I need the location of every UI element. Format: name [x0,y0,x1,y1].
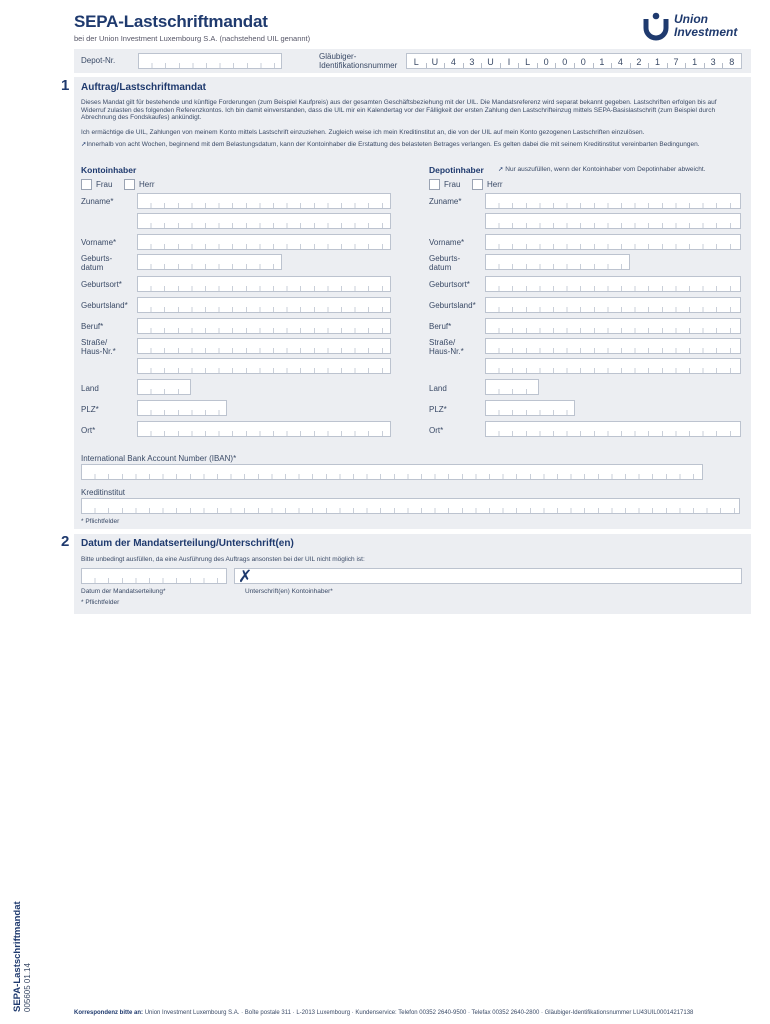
kreditinstitut-label: Kreditinstitut [81,488,126,497]
page-subtitle: bei der Union Investment Luxembourg S.A. (nachstehend UIL genannt) [74,34,311,43]
glaeubiger-divider [500,63,501,68]
right-zuname-field-2[interactable] [485,213,741,229]
glaeubiger-char: 1 [599,57,605,67]
right-geburtsort-label: Geburtsort* [429,280,470,289]
kontoinhaber-heading: Kontoinhaber [81,165,137,175]
left-beruf-label: Beruf* [81,322,104,331]
right-vorname-field[interactable] [485,234,741,250]
right-herr-label: Herr [487,180,503,189]
right-beruf-label: Beruf* [429,322,452,331]
left-ort-field[interactable] [137,421,391,437]
left-herr-checkbox[interactable] [124,179,135,190]
arrow-icon: ➚ [81,141,87,148]
glaeubiger-char: 3 [469,57,475,67]
glaeubiger-char: U [431,57,439,67]
right-strasse-field[interactable] [485,338,741,354]
glaeubiger-divider [685,63,686,68]
signature-field[interactable] [234,568,742,584]
left-strasse-label-2: Haus-Nr.* [81,347,116,356]
right-land-field[interactable] [485,379,539,395]
sidebar-code: 005605 01.14 [23,963,32,1012]
right-geburtsland-field[interactable] [485,297,741,313]
iban-label: International Bank Account Number (IBAN)* [81,454,237,463]
left-geburtsdatum-label-2: datum [81,263,104,272]
left-geburtsdatum-field[interactable] [137,254,282,270]
arrow-icon: ➚ [498,166,504,173]
section2-pflichtfelder: * Pflichtfelder [81,599,120,606]
left-frau-checkbox[interactable] [81,179,92,190]
left-strasse-label-1: Straße/ [81,338,108,347]
right-vorname-label: Vorname* [429,238,465,247]
unterschrift-label: Unterschrift(en) Kontoinhaber* [245,588,333,595]
left-strasse-field-2[interactable] [137,358,391,374]
glaeubiger-char: L [413,57,419,67]
glaeubiger-divider [704,63,705,68]
depot-number-field[interactable] [138,53,282,69]
right-plz-label: PLZ* [429,405,447,414]
right-frau-label: Frau [444,180,461,189]
glaeubiger-char: I [507,57,511,67]
depotinhaber-heading: Depotinhaber [429,165,484,175]
datum-field[interactable] [81,568,227,584]
depotinhaber-note-text: Nur auszufüllen, wenn der Kontoinhaber vom Depotinhaber abweicht. [505,166,706,173]
logo-text-investment: Investment [674,25,738,39]
signature-mark-icon: ✗ [238,567,253,586]
union-logo-icon [640,10,672,42]
footer-lead: Korrespondenz bitte an: [74,1010,144,1016]
left-geburtsland-label: Geburtsland* [81,301,128,310]
left-vorname-label: Vorname* [81,238,117,247]
left-zuname-label: Zuname* [81,197,114,206]
glaeubiger-divider [667,63,668,68]
mandate-paragraph-3 [81,141,741,149]
logo-text-union: Union [674,12,708,26]
glaeubiger-char: 7 [673,57,679,67]
right-strasse-field-2[interactable] [485,358,741,374]
glaeubiger-divider [574,63,575,68]
glaeubiger-label-2: Identifikationsnummer [319,61,398,70]
section2-title: Datum der Mandatserteilung/Unterschrift(en) [81,538,294,549]
glaeubiger-divider [444,63,445,68]
left-zuname-field-2[interactable] [137,213,391,229]
section2-note: Bitte unbedingt ausfüllen, da eine Ausführung des Auftrags ansonsten bei der UIL nicht möglich ist: [81,556,365,563]
left-land-field[interactable] [137,379,191,395]
sidebar-title: SEPA-Lastschriftmandat [12,901,23,1012]
left-plz-label: PLZ* [81,405,99,414]
right-frau-checkbox[interactable] [429,179,440,190]
right-zuname-label: Zuname* [429,197,462,206]
glaeubiger-divider [518,63,519,68]
glaeubiger-char: 1 [692,57,698,67]
right-zuname-field[interactable] [485,193,741,209]
union-investment-logo [640,10,752,42]
section1-number: 1 [61,77,70,94]
right-geburtsdatum-field[interactable] [485,254,630,270]
glaeubiger-char: L [525,57,531,67]
iban-field[interactable] [81,464,703,480]
mandate-paragraph-2: Ich ermächtige die UIL, Zahlungen von meinem Konto mittels Lastschrift einzuziehen. Zugleich weise ich mein Kreditinstitut an, die von der UIL auf mein Konto gezogenen Lastschriften einzulösen. [81,129,645,136]
glaeubiger-divider [481,63,482,68]
left-ort-label: Ort* [81,426,96,435]
depot-label: Depot-Nr. [81,56,116,65]
right-geburtsdatum-label-1: Geburts- [429,254,461,263]
glaeubiger-char: 1 [654,57,660,67]
left-geburtsort-field[interactable] [137,276,391,292]
right-beruf-field[interactable] [485,318,741,334]
footer-text: Union Investment Luxembourg S.A. · Boîte postale 311 · L-2013 Luxembourg · Kundenservice: Telefon 00352 2640-9500 · Telefax 00352 2640-2800 · Gläubiger-Identifikationsnummer LU43UIL00014217138 [144,1010,694,1016]
glaeubiger-divider [630,63,631,68]
glaeubiger-char: 3 [710,57,716,67]
glaeubiger-id-field [406,53,742,69]
glaeubiger-char: 2 [636,57,642,67]
mandate-paragraph-3-text: Innerhalb von acht Wochen, beginnend mit dem Belastungsdatum, kann der Kontoinhaber die Erstattung des belasteten Betrages verlangen. Es gelten dabei die mit seinem Kreditinstitut vereinbarten Bedingungen. [86,141,700,148]
depotinhaber-note [498,166,743,174]
sidebar-vertical-text [12,901,33,1012]
glaeubiger-label-1: Gläubiger- [319,52,357,61]
glaeubiger-divider [722,63,723,68]
glaeubiger-char: 0 [580,57,586,67]
left-land-label: Land [81,384,99,393]
right-geburtsland-label: Geburtsland* [429,301,476,310]
left-vorname-field[interactable] [137,234,391,250]
right-land-label: Land [429,384,447,393]
glaeubiger-char: 0 [562,57,568,67]
left-zuname-field[interactable] [137,193,391,209]
glaeubiger-char: 0 [543,57,549,67]
right-ort-label: Ort* [429,426,444,435]
left-beruf-field[interactable] [137,318,391,334]
section2-number: 2 [61,533,70,550]
right-strasse-label-1: Straße/ [429,338,456,347]
glaeubiger-divider [537,63,538,68]
glaeubiger-divider [593,63,594,68]
left-strasse-field[interactable] [137,338,391,354]
glaeubiger-char: 4 [450,57,456,67]
page-title: SEPA-Lastschriftmandat [74,12,268,31]
glaeubiger-char: U [487,57,494,67]
left-plz-field[interactable] [137,400,227,416]
mandate-paragraph-1: Dieses Mandat gilt für bestehende und künftige Forderungen (zum Beispiel Kaufpreis) aus der gesamten Geschäftsbeziehung mit der UIL. Die Mandatsreferenz wird separat bekannt gegeben. Lastschriften erfolgen bis auf Widerruf zulasten des folgenden Referenzkontos. Ich bin damit einverstanden, dass die UIL mir ein Kalendertag vor der Fälligkeit der ersten Zahlung den Lastschrifteinzug mittels SEPA-Basislastschrift (zum Beispiel durch Abrechnung des Fondskaufes) ankündigt. [81,99,717,122]
left-herr-label: Herr [139,180,155,189]
left-geburtsland-field[interactable] [137,297,391,313]
right-geburtsdatum-label-2: datum [429,263,452,272]
right-herr-checkbox[interactable] [472,179,483,190]
left-geburtsdatum-label-1: Geburts- [81,254,113,263]
kreditinstitut-field[interactable] [81,498,740,514]
right-plz-field[interactable] [485,400,575,416]
left-geburtsort-label: Geburtsort* [81,280,122,289]
right-ort-field[interactable] [485,421,741,437]
glaeubiger-divider [555,63,556,68]
section1-pflichtfelder: * Pflichtfelder [81,518,120,525]
glaeubiger-divider [463,63,464,68]
right-geburtsort-field[interactable] [485,276,741,292]
left-frau-label: Frau [96,180,113,189]
glaeubiger-divider [611,63,612,68]
glaeubiger-divider [648,63,649,68]
footer [74,1009,754,1017]
glaeubiger-char: 8 [729,57,735,67]
section1-title: Auftrag/Lastschriftmandat [81,82,207,93]
right-strasse-label-2: Haus-Nr.* [429,347,464,356]
datum-label: Datum der Mandatserteilung* [81,588,166,595]
glaeubiger-divider [426,63,427,68]
glaeubiger-char: 4 [617,57,623,67]
